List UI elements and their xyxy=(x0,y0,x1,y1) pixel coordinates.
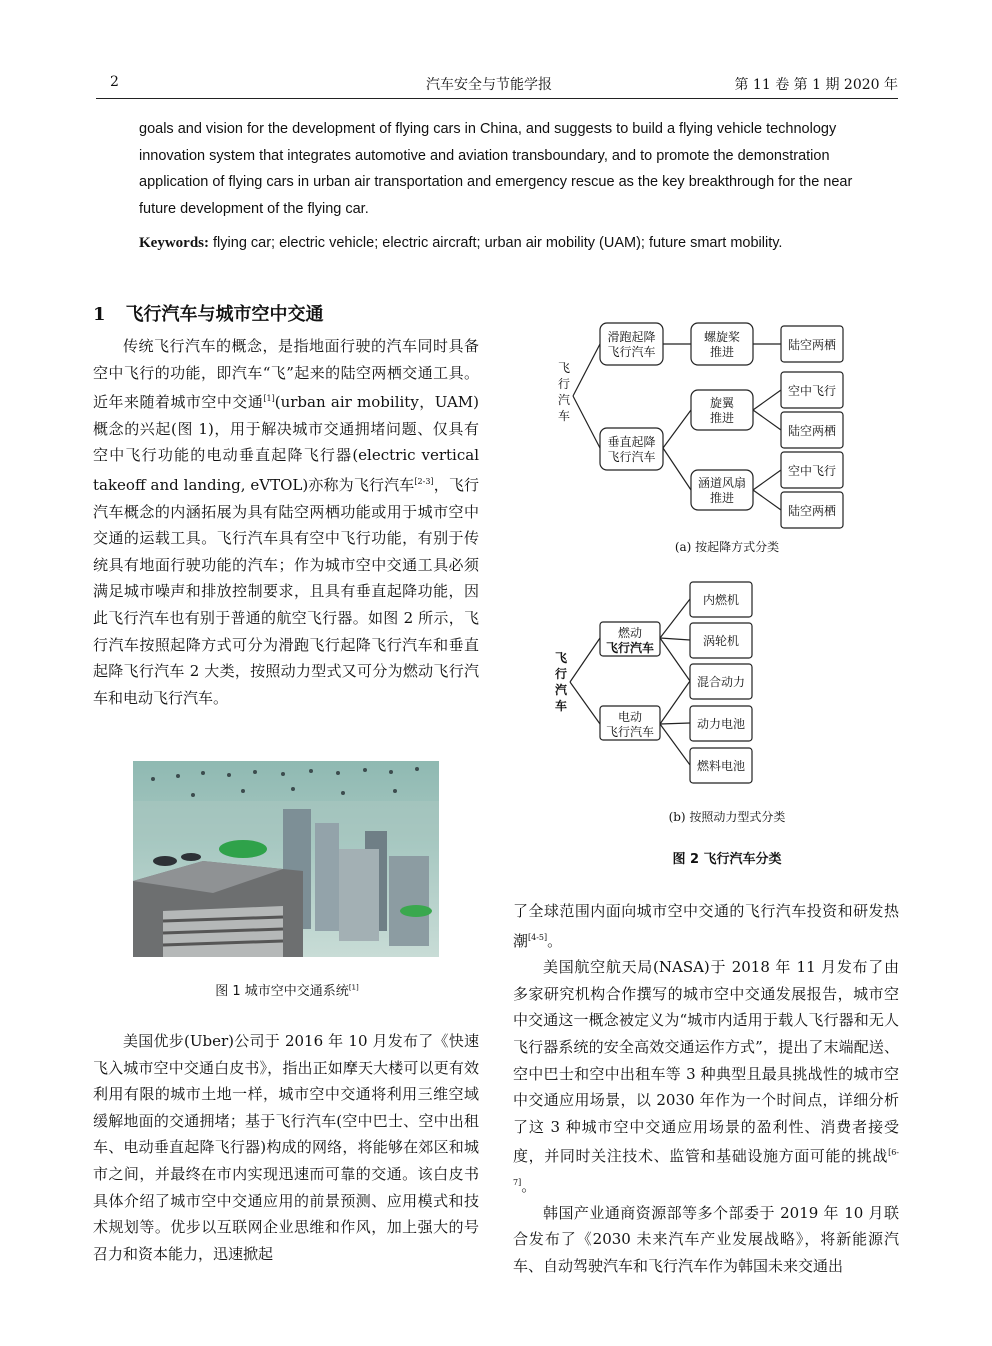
tree-leaf: 涡轮机 xyxy=(702,634,740,648)
tree-node-mid: 推进 xyxy=(709,411,735,425)
tree-node-group: 飞行汽车 xyxy=(607,450,656,464)
figure-1-caption: 图 1 城市空中交通系统[1] xyxy=(215,983,359,999)
classification-tree-a xyxy=(548,318,878,530)
abstract-block xyxy=(139,116,859,257)
tree-root-char: 行 xyxy=(555,667,568,681)
section-heading xyxy=(93,300,324,326)
tree-leaf: 陆空两栖 xyxy=(787,504,837,518)
abstract-line: future development of the flying car. xyxy=(139,200,369,217)
tree-root-char: 汽 xyxy=(558,393,571,407)
tree-root-char: 车 xyxy=(558,409,571,423)
citation: [2-3] xyxy=(414,476,434,486)
section-title: 飞行汽车与城市空中交通 xyxy=(125,304,324,325)
citation: [1] xyxy=(348,983,359,992)
issue-info: 第 11 卷 第 1 期 2020 年 xyxy=(734,77,898,93)
tree-node-group: 燃动 xyxy=(617,626,643,640)
section-number: 1 xyxy=(93,304,106,325)
citation: [1] xyxy=(263,394,275,404)
tree-node-mid: 旋翼 xyxy=(709,396,735,410)
citation: [6-7] xyxy=(513,1148,899,1187)
tree-node-mid: 推进 xyxy=(709,491,735,505)
keywords-text: flying car; electric vehicle; electric aircraft; urban air mobility (UAM); future smart mobility. xyxy=(213,235,783,251)
page-number: 2 xyxy=(110,74,119,90)
tree-leaf: 混合动力 xyxy=(696,675,746,689)
tree-leaf: 空中飞行 xyxy=(787,464,837,478)
figure-2-caption: 图 2 飞行汽车分类 xyxy=(672,852,782,867)
abstract-line: innovation system that integrates automotive and aviation transboundary, and to promote the demonstration xyxy=(139,147,830,164)
tree-leaf: 陆空两栖 xyxy=(787,424,837,438)
tree-root-char: 汽 xyxy=(555,683,568,697)
tree-node-group: 飞行汽车 xyxy=(605,641,655,655)
keywords xyxy=(139,230,859,257)
journal-name: 汽车安全与节能学报 xyxy=(426,77,552,93)
tree-node-mid: 推进 xyxy=(709,345,735,359)
right-column xyxy=(513,898,899,1279)
left-column-lower xyxy=(93,1028,479,1267)
tree-leaf: 动力电池 xyxy=(696,717,746,731)
citation: [4-5] xyxy=(528,932,548,942)
tree-node-group: 飞行汽车 xyxy=(607,345,656,359)
tree-node-mid: 涵道风扇 xyxy=(697,476,747,490)
paragraph: 美国优步(Uber)公司于 2016 年 10 月发布了《快速飞入城市空中交通白皮书》，指出正如摩天大楼可以更有效利用有限的城市土地一样，城市空中交通将利用三维空域缓解地面的交通拥堵；基于飞行汽车(空中巴士、空中出租车、电动垂直起降飞行器)构成的网络，将能够在郊区和城市之间，并最终在市内实现迅速而可靠的交通。该白皮书具体介绍了城市空中交通应用的前景预测、应用模式和技术规划等。优步以互联网企业思维和作风，加上强大的号召力和资本能力，迅速掀起 xyxy=(93,1032,479,1263)
tree-node-group: 滑跑起降 xyxy=(607,330,656,344)
abstract-line: goals and vision for the development of flying cars in China, and suggests to build a flying vehicle technology xyxy=(139,121,837,137)
paragraph: 了全球范围内面向城市空中交通的飞行汽车投资和研发热潮[4-5]。 xyxy=(513,902,899,950)
urban-air-mobility-illustration xyxy=(133,761,439,957)
tree-root-char: 飞 xyxy=(555,651,568,665)
classification-tree-b xyxy=(548,578,878,788)
figure-2a-caption: (a) 按起降方式分类 xyxy=(674,540,780,554)
paragraph: 韩国产业通商资源部等多个部委于 2019 年 10 月联合发布了《2030 未来汽车产业发展战略》，将新能源汽车、自动驾驶汽车和飞行汽车作为韩国未来交通出 xyxy=(513,1203,899,1275)
tree-node-group: 电动 xyxy=(617,710,643,724)
tree-root-char: 行 xyxy=(558,377,571,391)
keywords-label: Keywords: xyxy=(139,235,209,251)
flying-car-green xyxy=(219,840,267,858)
tree-node-group: 飞行汽车 xyxy=(605,725,655,739)
running-header xyxy=(96,74,898,99)
flying-car-green-small xyxy=(400,905,432,917)
tree-leaf: 燃料电池 xyxy=(696,759,746,773)
tree-leaf: 陆空两栖 xyxy=(787,338,837,352)
left-column-upper xyxy=(93,333,479,711)
figure-2b-caption: (b) 按照动力型式分类 xyxy=(668,810,786,824)
tree-root-char: 飞 xyxy=(558,361,571,375)
tree-node-group: 垂直起降 xyxy=(607,435,656,449)
abstract-line: application of flying cars in urban air transportation and emergency rescue as the key breakthrough for the near xyxy=(139,174,853,190)
paragraph: 传统飞行汽车的概念，是指地面行驶的汽车同时具备空中飞行的功能，即汽车“飞”起来的陆空两栖交通工具。近年来随着城市空中交通[1](urban air mobility，UAM)概念的兴起(图 1)，用于解决城市交通拥堵问题、仅具有空中飞行功能的电动垂直起降飞行器(electric vertical takeoff and landing, eVTOL)亦称为飞行汽车[2-3]，飞行汽车概念的内涵拓展为具有陆空两栖功能或用于城市空中交通的运载工具。飞行汽车具有空中飞行功能，有别于传统具有地面行驶功能的汽车；作为城市空中交通工具必须满足城市噪声和排放控制要求，且具有垂直起降功能，因此飞行汽车也有别于普通的航空飞行器。如图 2 所示，飞行汽车按照起降方式可分为滑跑飞行起降飞行汽车和垂直起降飞行汽车 2 大类，按照动力型式又可分为燃动飞行汽车和电动飞行汽车。 xyxy=(93,337,479,707)
tree-node-mid: 螺旋桨 xyxy=(703,330,741,344)
tree-leaf: 内燃机 xyxy=(702,593,740,607)
tree-leaf: 空中飞行 xyxy=(787,384,837,398)
tree-root-char: 车 xyxy=(555,699,568,713)
paragraph: 美国航空航天局(NASA)于 2018 年 11 月发布了由多家研究机构合作撰写的城市空中交通发展报告，城市空中交通这一概念被定义为“城市内适用于载人飞行器和无人飞行器系统的安全高效交通运作方式”，提出了末端配送、空中巴士和空中出租车等 3 种典型且最具挑战性的城市空中交通应用场景，以 2030 年作为一个时间点，详细分析了这 3 种城市空中交通应用场景的盈利性、消费者接受度，并同时关注技术、监管和基础设施方面可能的挑战[6-7]。 xyxy=(513,958,899,1195)
